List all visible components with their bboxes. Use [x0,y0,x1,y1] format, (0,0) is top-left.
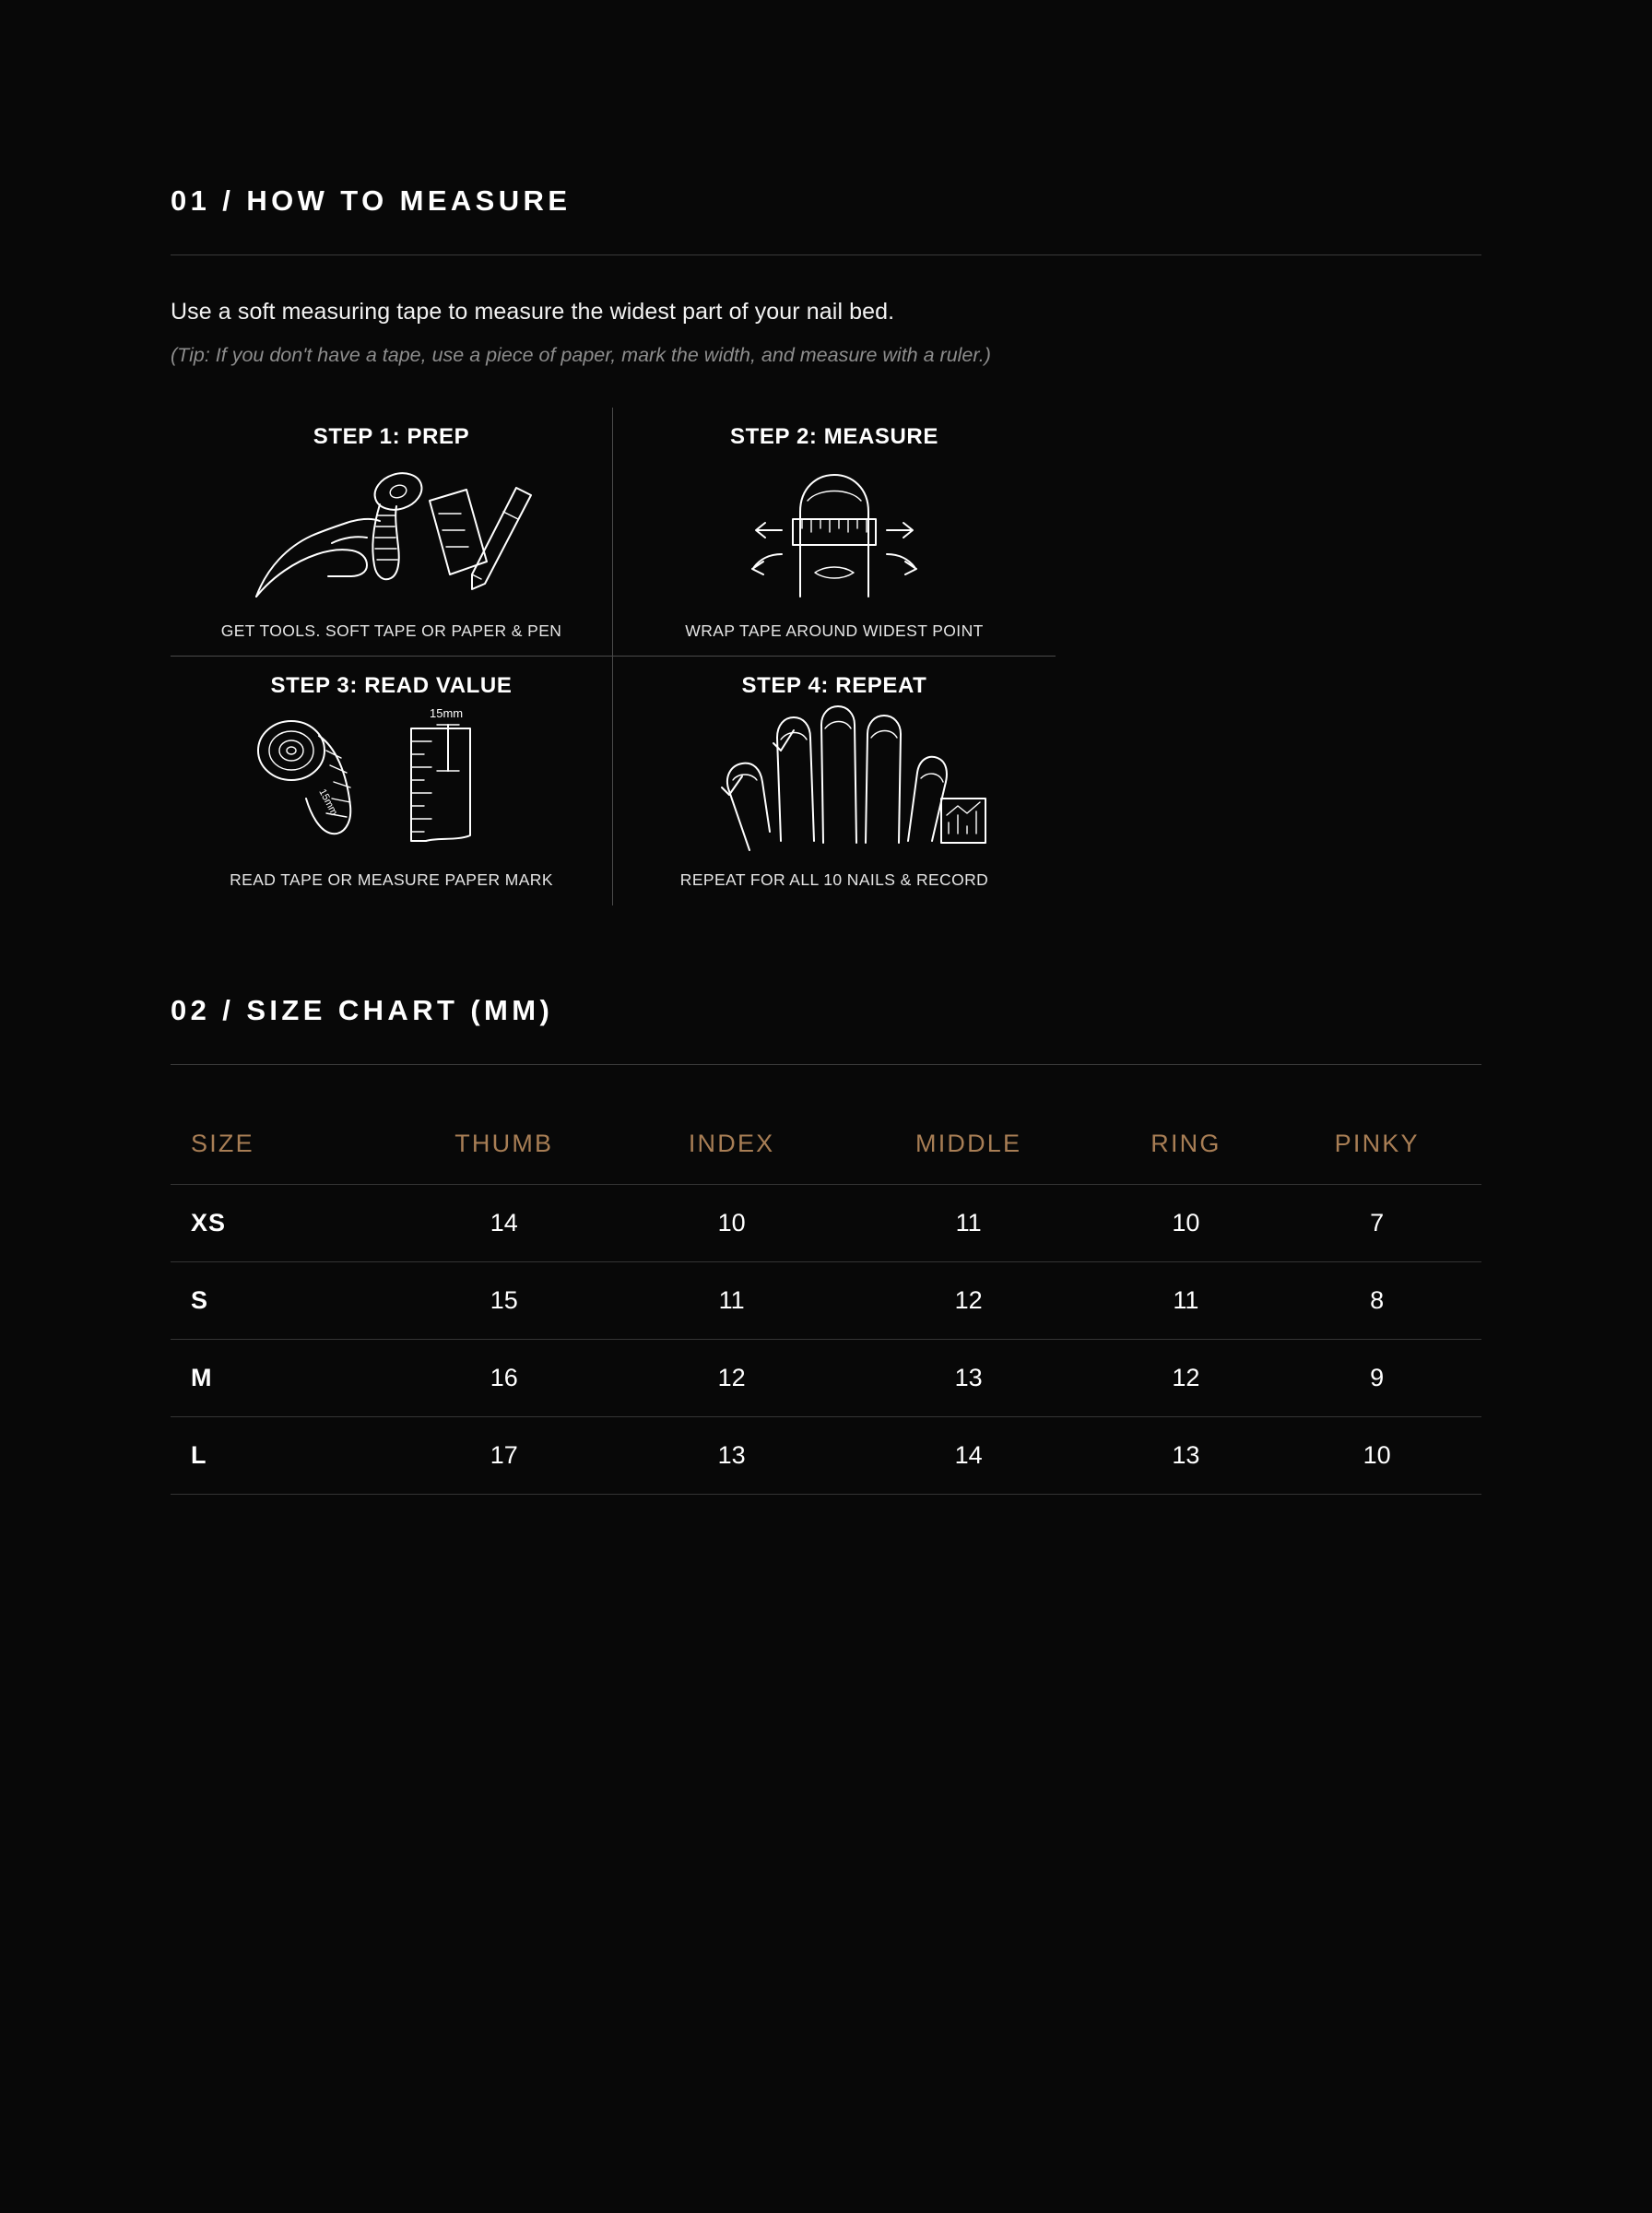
step-2-measure [613,408,1056,657]
step-1-title: STEP 1: PREP [313,424,470,449]
cell-pinky: 10 [1272,1417,1481,1495]
section-01-heading: 01 / HOW TO MEASURE [171,184,572,217]
cell-middle: 12 [838,1262,1100,1340]
step-3-title: STEP 3: READ VALUE [270,673,513,698]
svg-text:15mm: 15mm [315,787,339,817]
cell-thumb: 15 [383,1262,625,1340]
row-size-label: M [171,1340,383,1417]
size-chart-table [171,1117,1481,1495]
step-3-read-value [171,657,613,905]
section-02-divider [171,1064,1481,1065]
hand-with-checkmarks-icon [678,704,991,861]
column-header-ring: RING [1150,1130,1221,1157]
step-4-caption: REPEAT FOR ALL 10 NAILS & RECORD [679,870,989,889]
cell-middle: 11 [838,1185,1100,1262]
cell-ring: 12 [1099,1340,1272,1417]
cell-pinky: 7 [1272,1185,1481,1262]
cell-index: 12 [625,1340,837,1417]
column-header-pinky: PINKY [1334,1130,1420,1157]
cell-ring: 11 [1099,1262,1272,1340]
table-row [171,1262,1481,1340]
column-header-index: INDEX [688,1130,775,1157]
cell-middle: 14 [838,1417,1100,1495]
step-2-caption: WRAP TAPE AROUND WIDEST POINT [685,621,984,640]
column-header-middle: MIDDLE [915,1130,1022,1157]
step-2-title: STEP 2: MEASURE [730,424,938,449]
measure-lead-text: Use a soft measuring tape to measure the widest part of your nail bed. [171,299,895,325]
step-1-caption: GET TOOLS. SOFT TAPE OR PAPER & PEN [220,621,562,640]
measure-tip-text: (Tip: If you don't have a tape, use a piece of paper, mark the width, and measure with a ruler.) [171,344,991,366]
size-chart-section [171,994,1481,1495]
step-3-caption: READ TAPE OR MEASURE PAPER MARK [230,870,553,889]
cell-thumb: 16 [383,1340,625,1417]
step-4-repeat [613,657,1056,905]
cell-middle: 13 [838,1340,1100,1417]
cell-ring: 10 [1099,1185,1272,1262]
cell-ring: 13 [1099,1417,1272,1495]
row-size-label: L [171,1417,383,1495]
tape-roll-and-ruler-icon [240,704,544,861]
column-header-thumb: THUMB [454,1130,554,1157]
column-header-size: SIZE [191,1130,254,1157]
cell-pinky: 9 [1272,1340,1481,1417]
cell-thumb: 17 [383,1417,625,1495]
svg-text:15mm: 15mm [429,705,463,720]
cell-thumb: 14 [383,1185,625,1262]
row-size-label: S [171,1262,383,1340]
table-row [171,1340,1481,1417]
steps-grid [171,408,1056,905]
section-01-divider [171,254,1481,255]
row-size-label: XS [171,1185,383,1262]
cell-index: 10 [625,1185,837,1262]
how-to-measure-section [171,0,1481,905]
cell-pinky: 8 [1272,1262,1481,1340]
table-row [171,1417,1481,1495]
step-4-title: STEP 4: REPEAT [741,673,927,698]
cell-index: 13 [625,1417,837,1495]
table-row [171,1185,1481,1262]
finger-with-tape-wrap-icon [701,456,968,612]
step-1-prep [171,408,613,657]
hand-holding-tape-and-pen-icon [240,456,544,612]
section-02-heading: 02 / SIZE CHART (MM) [171,994,554,1026]
cell-index: 11 [625,1262,837,1340]
table-header-row [171,1117,1481,1185]
